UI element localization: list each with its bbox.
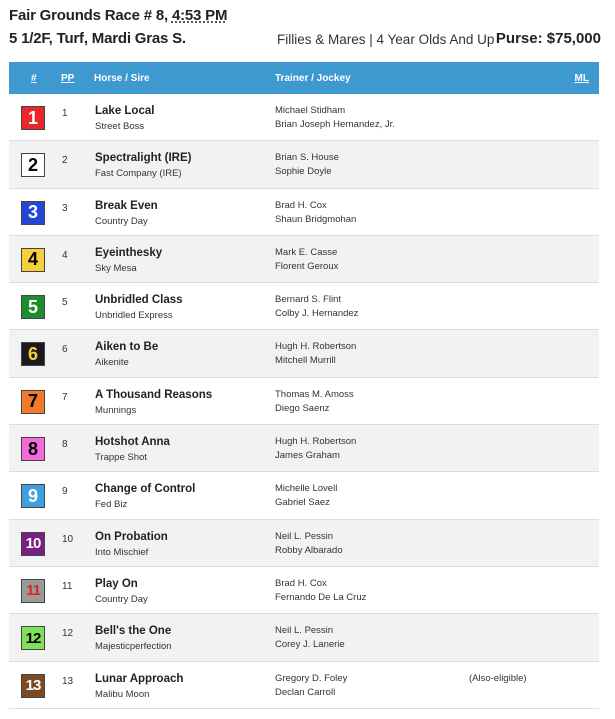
post-position: 12 bbox=[62, 628, 74, 640]
program-number-badge: 10 bbox=[21, 532, 45, 556]
program-number-badge: 2 bbox=[21, 153, 45, 177]
post-position: 2 bbox=[62, 155, 68, 167]
jockey-name: Florent Geroux bbox=[275, 260, 339, 272]
race-conditions: Fillies & Mares | 4 Year Olds And Up bbox=[277, 32, 495, 47]
program-number-badge: 9 bbox=[21, 484, 45, 508]
trainer-name: Michael Stidham bbox=[275, 105, 346, 116]
jockey-name: Brian Joseph Hernandez, Jr. bbox=[275, 119, 395, 130]
table-row bbox=[9, 189, 599, 236]
table-row bbox=[9, 425, 599, 472]
sire-name: Sky Mesa bbox=[95, 262, 137, 274]
program-number-badge: 8 bbox=[21, 437, 45, 461]
table-row bbox=[9, 520, 599, 567]
horse-name: Bell's the One bbox=[95, 625, 172, 638]
table-row bbox=[9, 283, 599, 330]
jockey-name: Colby J. Hernandez bbox=[275, 308, 359, 320]
jockey-name: Declan Carroll bbox=[275, 686, 336, 698]
sire-name: Unbridled Express bbox=[95, 310, 173, 322]
program-number-badge: 6 bbox=[21, 342, 45, 366]
header-pp[interactable]: PP bbox=[61, 73, 75, 84]
program-number-badge: 1 bbox=[21, 106, 45, 130]
sire-name: Street Boss bbox=[95, 121, 145, 132]
race-purse: Purse: $75,000 bbox=[495, 30, 601, 47]
table-row bbox=[9, 378, 599, 425]
eligibility-note: (Also-eligible) bbox=[469, 672, 527, 684]
sire-name: Aikenite bbox=[95, 357, 129, 369]
jockey-name: Diego Saenz bbox=[275, 402, 330, 414]
sire-name: Malibu Moon bbox=[95, 688, 150, 700]
race-time[interactable]: 4:53 PM bbox=[171, 7, 228, 24]
table-body bbox=[9, 94, 599, 709]
program-number-badge: 7 bbox=[21, 390, 45, 414]
horse-name: Play On bbox=[95, 577, 138, 590]
header-horse-sire: Horse / Sire bbox=[94, 73, 150, 84]
race-title-prefix: Fair Grounds Race # 8, bbox=[9, 7, 172, 24]
post-position: 7 bbox=[62, 391, 68, 403]
entries-table bbox=[9, 62, 599, 709]
jockey-name: Fernando De La Cruz bbox=[275, 591, 367, 603]
program-number-badge: 5 bbox=[21, 295, 45, 319]
program-number-badge: 11 bbox=[21, 579, 45, 603]
trainer-name: Michelle Lovell bbox=[275, 483, 338, 495]
race-header bbox=[0, 0, 615, 60]
horse-name: On Probation bbox=[95, 530, 168, 543]
trainer-name: Bernard S. Flint bbox=[275, 294, 341, 306]
trainer-name: Neil L. Pessin bbox=[275, 530, 334, 542]
horse-name: Hotshot Anna bbox=[95, 436, 170, 449]
post-position: 11 bbox=[62, 580, 73, 592]
horse-name: A Thousand Reasons bbox=[95, 388, 213, 401]
post-position: 3 bbox=[62, 202, 68, 214]
sire-name: Country Day bbox=[95, 215, 148, 227]
sire-name: Into Mischief bbox=[95, 546, 149, 558]
post-position: 10 bbox=[62, 533, 74, 545]
race-subtitle: 5 1/2F, Turf, Mardi Gras S. bbox=[9, 30, 186, 47]
jockey-name: Robby Albarado bbox=[275, 544, 343, 556]
header-ml[interactable]: ML bbox=[574, 73, 589, 84]
horse-name: Spectralight (IRE) bbox=[95, 152, 192, 165]
post-position: 13 bbox=[62, 675, 74, 687]
jockey-name: Corey J. Lanerie bbox=[275, 639, 345, 651]
program-number-badge: 12 bbox=[21, 626, 45, 650]
table-row bbox=[9, 472, 599, 519]
program-number-badge: 4 bbox=[21, 248, 45, 272]
sire-name: Trappe Shot bbox=[95, 452, 147, 464]
table-row bbox=[9, 330, 599, 377]
horse-name: Unbridled Class bbox=[95, 294, 183, 307]
jockey-name: Gabriel Saez bbox=[275, 497, 330, 509]
sire-name: Majesticperfection bbox=[95, 641, 172, 653]
table-header bbox=[9, 62, 599, 94]
header-num[interactable]: # bbox=[31, 73, 37, 84]
table-row bbox=[9, 94, 599, 141]
table-row bbox=[9, 614, 599, 661]
horse-name: Aiken to Be bbox=[95, 341, 159, 354]
horse-name: Change of Control bbox=[95, 483, 196, 496]
sire-name: Country Day bbox=[95, 593, 148, 605]
trainer-name: Brian S. House bbox=[275, 152, 339, 164]
trainer-name: Hugh H. Robertson bbox=[275, 341, 357, 353]
table-row bbox=[9, 567, 599, 614]
sire-name: Fed Biz bbox=[95, 499, 128, 511]
post-position: 1 bbox=[62, 108, 68, 119]
jockey-name: Shaun Bridgmohan bbox=[275, 213, 357, 225]
jockey-name: Sophie Doyle bbox=[275, 166, 332, 178]
trainer-name: Brad H. Cox bbox=[275, 577, 327, 589]
sire-name: Munnings bbox=[95, 404, 137, 416]
race-title bbox=[9, 7, 227, 24]
trainer-name: Thomas M. Amoss bbox=[275, 388, 354, 400]
horse-name: Lake Local bbox=[95, 105, 155, 117]
trainer-name: Neil L. Pessin bbox=[275, 625, 334, 637]
table-row bbox=[9, 236, 599, 283]
trainer-name: Brad H. Cox bbox=[275, 199, 327, 211]
trainer-name: Gregory D. Foley bbox=[275, 672, 348, 684]
horse-name: Eyeinthesky bbox=[95, 246, 163, 259]
horse-name: Lunar Approach bbox=[95, 672, 184, 685]
table-row bbox=[9, 662, 599, 709]
program-number-badge: 3 bbox=[21, 201, 45, 225]
jockey-name: Mitchell Murrill bbox=[275, 355, 336, 367]
post-position: 4 bbox=[62, 249, 68, 261]
post-position: 9 bbox=[62, 486, 68, 498]
table-row bbox=[9, 141, 599, 188]
header-trainer-jockey: Trainer / Jockey bbox=[275, 73, 351, 84]
horse-name: Break Even bbox=[95, 199, 158, 212]
post-position: 6 bbox=[62, 344, 68, 356]
sire-name: Fast Company (IRE) bbox=[95, 168, 182, 180]
trainer-name: Mark E. Casse bbox=[275, 246, 338, 258]
program-number-badge: 13 bbox=[21, 674, 45, 698]
post-position: 8 bbox=[62, 439, 68, 451]
trainer-name: Hugh H. Robertson bbox=[275, 436, 357, 448]
post-position: 5 bbox=[62, 297, 68, 309]
jockey-name: James Graham bbox=[275, 450, 340, 462]
